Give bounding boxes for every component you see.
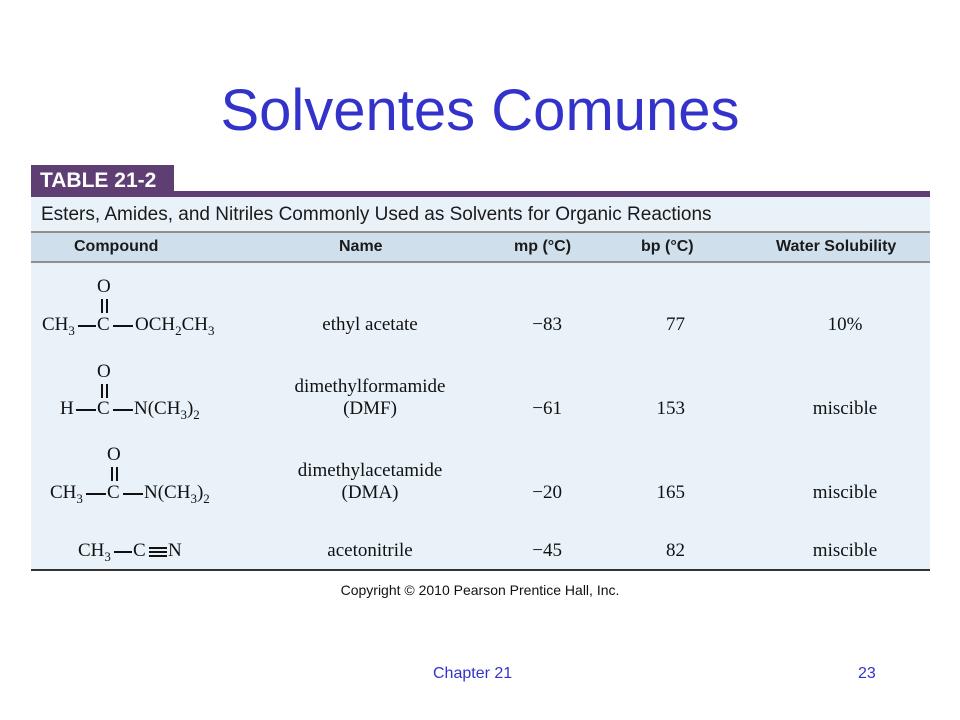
copyright-notice: Copyright © 2010 Pearson Prentice Hall, Inc.	[340, 582, 620, 598]
carbonyl-oxygen: O	[97, 276, 111, 297]
ethoxy-group: $OCH_2CH_3$	[135, 314, 215, 338]
row-bp: 77	[666, 314, 685, 335]
double-bond	[106, 299, 108, 313]
double-bond	[106, 384, 108, 398]
row-name-abbrev: (DMF)	[343, 398, 397, 419]
row-name: dimethylacetamide	[297, 460, 443, 481]
methyl-group: $CH_3$	[42, 314, 75, 338]
single-bond	[76, 409, 96, 411]
double-bond	[111, 467, 113, 481]
table-tab: TABLE 21-2	[31, 165, 174, 197]
row-mp: −45	[532, 540, 562, 561]
footer-chapter: Chapter 21	[433, 665, 513, 682]
double-bond	[116, 467, 118, 481]
nitrile-nitrogen: N	[168, 540, 182, 561]
row-name: ethyl acetate	[322, 314, 418, 335]
triple-bond	[149, 547, 167, 549]
single-bond	[113, 325, 133, 327]
row-mp: −83	[532, 314, 562, 335]
methyl-group: $CH_3$	[78, 540, 111, 564]
single-bond	[86, 493, 106, 495]
dimethylamino-group: $N(CH_3)_2$	[134, 398, 200, 422]
single-bond	[113, 409, 133, 411]
carbonyl-oxygen: O	[107, 444, 121, 465]
header-bp: bp (°C)	[641, 238, 694, 255]
header-mp: mp (°C)	[514, 238, 572, 255]
row-mp: −20	[532, 482, 562, 503]
triple-bond	[149, 551, 167, 553]
hydrogen-atom: H	[60, 398, 74, 419]
double-bond	[101, 299, 103, 313]
double-bond	[101, 384, 103, 398]
row-name: dimethylformamide	[294, 376, 446, 397]
table-bottom-rule	[31, 569, 930, 571]
carbonyl-oxygen: O	[97, 361, 111, 382]
row-name: acetonitrile	[327, 540, 413, 561]
row-solubility: miscible	[812, 482, 878, 503]
row-bp: 165	[656, 482, 685, 503]
header-name: Name	[339, 238, 383, 255]
header-water-solubility: Water Solubility	[776, 238, 897, 255]
row-bp: 153	[656, 398, 685, 419]
row-solubility: 10%	[827, 314, 863, 335]
dimethylamino-group: $N(CH_3)_2$	[144, 482, 210, 506]
footer-page-number: 23	[858, 665, 876, 682]
single-bond	[123, 493, 143, 495]
single-bond	[78, 325, 96, 327]
triple-bond	[149, 555, 167, 557]
carbonyl-carbon: C	[97, 314, 110, 335]
methyl-group: $CH_3$	[50, 482, 83, 506]
nitrile-carbon: C	[133, 540, 146, 561]
row-solubility: miscible	[812, 540, 878, 561]
row-solubility: miscible	[812, 398, 878, 419]
row-bp: 82	[666, 540, 685, 561]
single-bond	[114, 551, 132, 553]
carbonyl-carbon: C	[97, 398, 110, 419]
row-mp: −61	[532, 398, 562, 419]
table-caption: Esters, Amides, and Nitriles Commonly Used as Solvents for Organic Reactions	[41, 204, 712, 225]
row-name-abbrev: (DMA)	[341, 482, 399, 503]
slide-title: Solventes Comunes	[220, 78, 740, 143]
carbonyl-carbon: C	[107, 482, 120, 503]
header-compound: Compound	[74, 238, 159, 255]
